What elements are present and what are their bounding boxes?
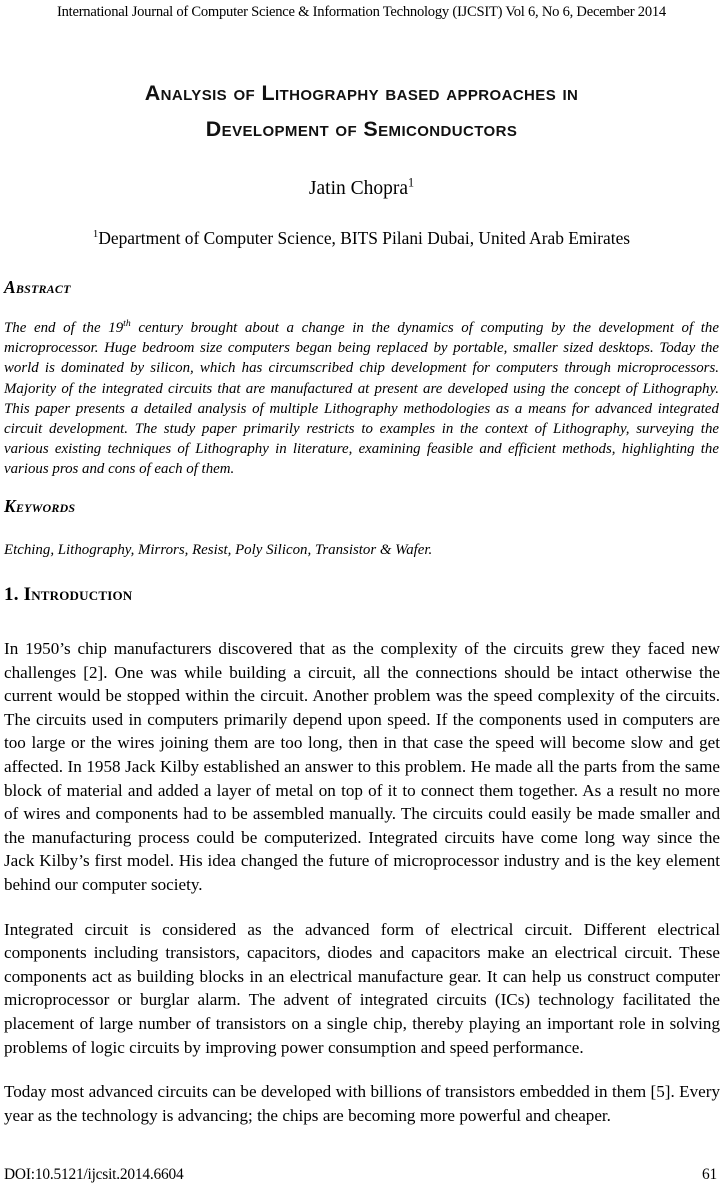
author-affiliation-marker: 1 <box>408 175 415 190</box>
abstract-body <box>4 318 719 480</box>
introduction-body <box>4 637 720 1127</box>
abstract-ordinal-superscript: th <box>123 318 131 330</box>
abstract-text-part-2: century brought about a change in the dynamics of computing by the development of the microprocessor. Huge bedroom size computers began being replaced by portable, smaller sized desktops. Today the world is dominated by silicon, which has circumscribed chip development for computers through microprocessors. Majority of the integrated circuits that are manufactured at present are developed using the concept of Lithography. This paper presents a detailed analysis of multiple Lithography methodologies as a means for advanced integrated circuit development. The study paper primarily restricts to examples in the context of Lithography, surveying the various existing techniques of Lithography in literature, examining feasible and efficient methods, highlighting the various pros and cons of each of them. <box>4 320 719 478</box>
keywords-list: Etching, Lithography, Mirrors, Resist, Poly Silicon, Transistor & Wafer. <box>4 542 433 558</box>
doi-text: DOI:10.5121/ijcsit.2014.6604 <box>4 1166 184 1183</box>
title-block <box>4 75 719 147</box>
body-paragraph: Today most advanced circuits can be developed with billions of transistors embedded in them [5]. Every year as the technology is advancing; the chips are becoming more powerful and cheaper. <box>4 1082 720 1125</box>
page-number: 61 <box>702 1166 717 1183</box>
keywords-heading: Keywords <box>4 496 76 516</box>
author-name: Jatin Chopra <box>308 178 409 199</box>
abstract-heading: Abstract <box>4 277 71 297</box>
body-paragraph: In 1950’s chip manufacturers discovered that as the complexity of the circuits grew they faced new challenges [2]. One was while building a circuit, all the connections should be intact otherwise the current would be stopped within the circuit. Another problem was the speed complexity of the circuits. The circuits used in computers primarily depend upon speed. If the components used in computers are too large or the wires joining them are too long, then in that case the speed will become slow and get affected. In 1958 Jack Kilby established an answer to this problem. He made all the parts from the same block of material and added a layer of metal on top of it to connect them together. As a result no more of wires and components had to be assembled manually. The circuits could easily be made smaller and the manufacturing process could be computerized. Integrated circuits have come long way since the Jack Kilby’s first model. His idea changed the future of microprocessor industry and is the key element behind our computer society. <box>4 639 720 894</box>
page-footer <box>4 1166 717 1184</box>
abstract-text-part-1: The end of the 19 <box>4 320 124 336</box>
page-title-line-2: Development of Semiconductors <box>205 117 518 141</box>
author-line <box>0 175 723 200</box>
affiliation-text: Department of Computer Science, BITS Pilani Dubai, United Arab Emirates <box>98 228 631 248</box>
running-header: International Journal of Computer Science & Information Technology (IJCSIT) Vol 6, No 6, December 2014 <box>57 4 666 20</box>
body-paragraph: Integrated circuit is considered as the advanced form of electrical circuit. Different electrical components including transistors, capacitors, diodes and capacitors make an electrical circuit. These components act as building blocks in an electrical manufacture gear. It can help us construct computer microprocessor or burglar alarm. The advent of integrated circuits (ICs) technology facilitated the placement of large number of transistors on a single chip, thereby playing an important role in solving problems of logic circuits by improving power consumption and speed performance. <box>4 919 720 1057</box>
affiliation-line <box>0 228 723 249</box>
page-title-line-1: Analysis of Lithography based approaches in <box>144 81 579 105</box>
affiliation-marker: 1 <box>92 228 99 241</box>
introduction-heading: 1. Introduction <box>4 584 133 605</box>
